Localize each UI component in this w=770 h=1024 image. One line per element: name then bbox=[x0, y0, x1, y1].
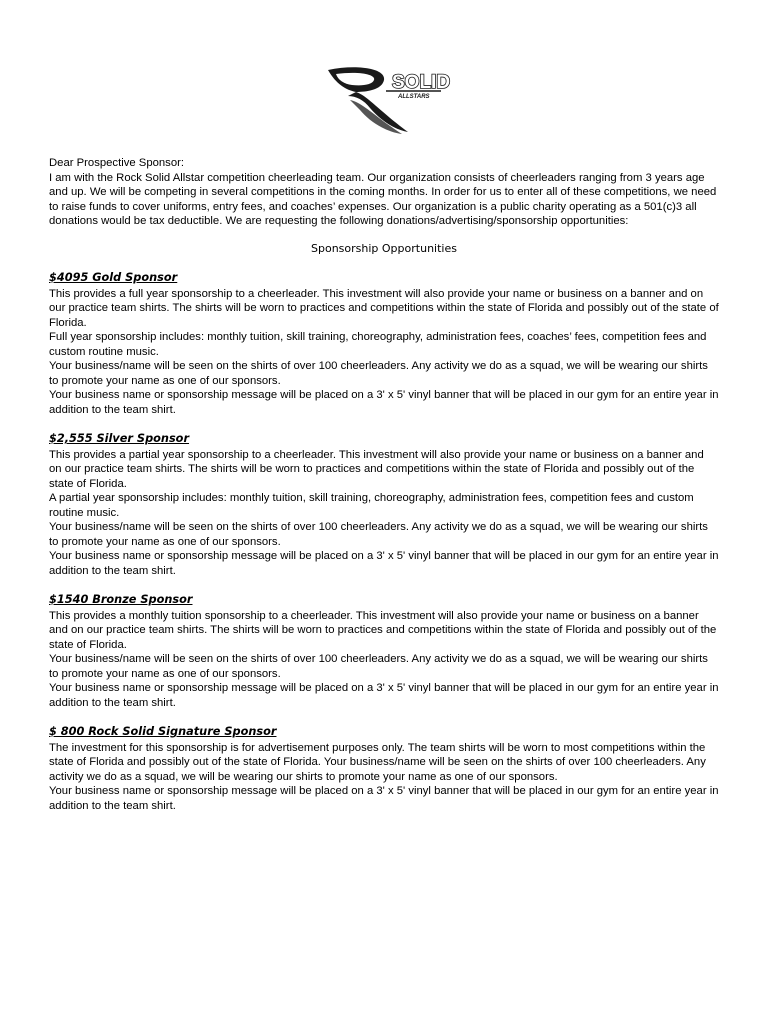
tier-paragraph: Your business/name will be seen on the shirts of over 100 cheerleaders. Any activity we do as a squad, we will be wearing our shirts to promote your name as one of our sponsors. bbox=[49, 653, 708, 680]
tier-paragraph: This provides a full year sponsorship to a cheerleader. This investment will also provide your name or business on a banner and on our practice team shirts. The shirts will be worn to practices and competitions within the state of Florida and possibly out of the state of Florida. bbox=[49, 287, 719, 329]
tier-paragraph: Your business name or sponsorship message will be placed on a 3' x 5' vinyl banner that will be placed in our gym for an entire year in addition to the team shirt. bbox=[49, 785, 719, 812]
tier-paragraph: The investment for this sponsorship is for advertisement purposes only. The team shirts will be worn to most competitions within the state of Florida and possibly out of the state of Florida. Your business/name will be seen on the shirts of over 100 cheerleaders. Any activity we do as a squad, we will be wearing our shirts to promote your name as one of our sponsors. bbox=[49, 741, 706, 783]
tier-title: $ 800 Rock Solid Signature Sponsor bbox=[49, 725, 277, 738]
tier-paragraph: This provides a monthly tuition sponsorship to a cheerleader. This investment will also provide your name or business on a banner and on our practice team shirts. The shirts will be worn to practices and competitions within the state of Florida and possibly out of the state of Florida. bbox=[49, 609, 717, 651]
logo-main-text: SOLID bbox=[392, 72, 451, 93]
intro-paragraph: I am with the Rock Solid Allstar competition cheerleading team. Our organization consists of cheerleaders ranging from 3 years age and up. We will be competing in several competitions in the coming months. In order for us to enter all of these competitions, we need to raise funds to cover uniforms, entry fees, and coaches’ expenses. Our organization is a public charity operating as a 501(c)3 all donations would be tax deductible. We are requesting the following donations/advertising/sponsorship opportunities: bbox=[49, 171, 717, 227]
bronze-sponsor-section bbox=[49, 593, 719, 710]
tier-paragraph: Full year sponsorship includes: monthly tuition, skill training, choreography, administration fees, coaches’ fees, competition fees and custom routine music. bbox=[49, 331, 707, 358]
logo-sub-text: ALLSTARS bbox=[398, 94, 430, 100]
silver-sponsor-section bbox=[49, 432, 719, 578]
letter-body bbox=[49, 156, 719, 813]
signature-sponsor-section bbox=[49, 725, 719, 813]
section-heading: Sponsorship Opportunities bbox=[311, 241, 457, 255]
greeting: Dear Prospective Sponsor: bbox=[49, 157, 184, 169]
gold-sponsor-section bbox=[49, 271, 719, 417]
tier-paragraph: Your business name or sponsorship message will be placed on a 3' x 5' vinyl banner that will be placed in our gym for an entire year in addition to the team shirt. bbox=[49, 682, 719, 709]
tier-paragraph: Your business/name will be seen on the shirts of over 100 cheerleaders. Any activity we do as a squad, we will be wearing our shirts to promote your name as one of our sponsors. bbox=[49, 521, 708, 548]
rock-solid-allstars-logo bbox=[326, 66, 451, 138]
tier-paragraph: Your business name or sponsorship message will be placed on a 3' x 5' vinyl banner that will be placed in our gym for an entire year in addition to the team shirt. bbox=[49, 389, 719, 416]
tier-title: $4095 Gold Sponsor bbox=[49, 271, 178, 284]
tier-title: $2,555 Silver Sponsor bbox=[49, 432, 190, 445]
tier-paragraph: Your business/name will be seen on the shirts of over 100 cheerleaders. Any activity we do as a squad, we will be wearing our shirts to promote your name as one of our sponsors. bbox=[49, 360, 708, 387]
tier-title: $1540 Bronze Sponsor bbox=[49, 593, 193, 606]
tier-paragraph: A partial year sponsorship includes: monthly tuition, skill training, choreography, administration fees, competition fees and custom routine music. bbox=[49, 492, 694, 519]
logo-graphic bbox=[326, 66, 451, 138]
tier-paragraph: This provides a partial year sponsorship to a cheerleader. This investment will also provide your name or business on a banner and on our practice team shirts. The shirts will be worn to practices and competitions within the state of Florida and possibly out of the state of Florida. bbox=[49, 448, 704, 490]
tier-paragraph: Your business name or sponsorship message will be placed on a 3' x 5' vinyl banner that will be placed in our gym for an entire year in addition to the team shirt. bbox=[49, 550, 719, 577]
